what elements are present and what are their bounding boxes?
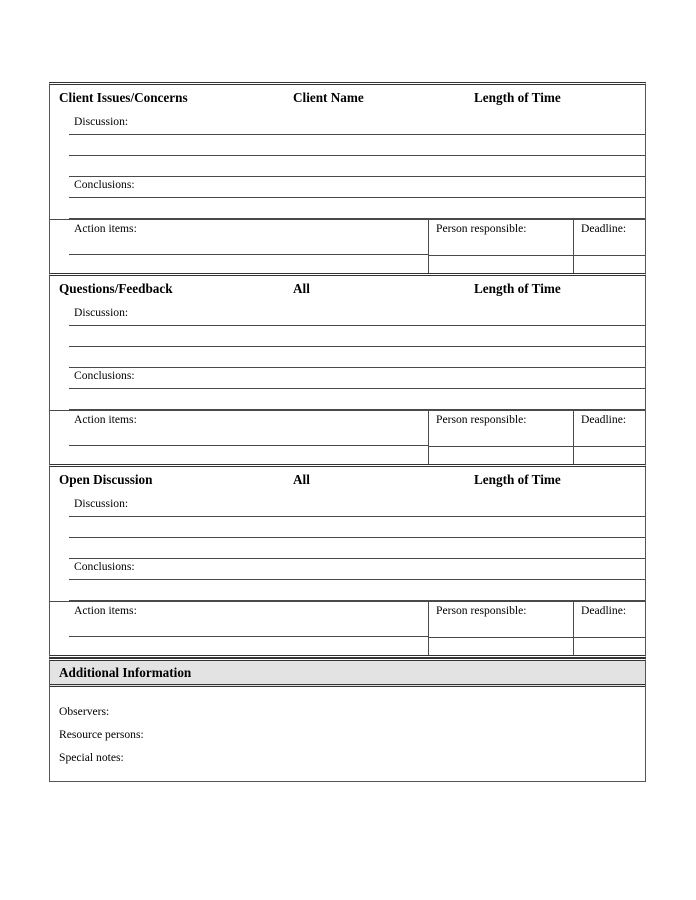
topic-block	[49, 276, 646, 467]
additional-information-section	[49, 658, 646, 782]
conclusions-rule	[69, 600, 645, 601]
action-items-cell[interactable]	[50, 602, 428, 637]
action-items-column	[50, 602, 429, 655]
action-items-cell[interactable]	[50, 411, 428, 446]
action-items-column	[50, 220, 429, 273]
special-notes-field[interactable]: Special notes:	[59, 751, 124, 764]
person-responsible-extra-cell[interactable]	[429, 637, 573, 655]
discussion-label: Discussion:	[74, 497, 129, 510]
action-items-rule	[69, 445, 428, 446]
block-header-row	[50, 276, 645, 305]
deadline-extra-cell[interactable]	[574, 637, 645, 655]
block-owner: All	[293, 281, 310, 296]
person-responsible-column	[429, 220, 574, 273]
topic-block	[49, 82, 646, 276]
block-header-row	[50, 467, 645, 496]
block-length: Length of Time	[474, 472, 561, 487]
action-items-extra-cell[interactable]	[50, 637, 428, 655]
person-responsible-label: Person responsible:	[436, 604, 527, 617]
conclusions-label-row	[50, 559, 645, 580]
deadline-column	[574, 411, 645, 464]
deadline-column	[574, 220, 645, 273]
person-responsible-cell[interactable]	[429, 602, 573, 637]
action-items-rule	[69, 254, 428, 255]
additional-information-title: Additional Information	[50, 661, 645, 687]
action-items-label: Action items:	[74, 604, 137, 617]
person-responsible-cell[interactable]	[429, 411, 573, 446]
meeting-minutes-form	[49, 82, 646, 782]
action-items-label: Action items:	[74, 222, 137, 235]
conclusions-label-row	[50, 177, 645, 198]
discussion-label-row	[50, 305, 645, 326]
discussion-label-row	[50, 114, 645, 135]
conclusions-write-line[interactable]	[50, 580, 645, 601]
discussion-write-line[interactable]	[50, 538, 645, 559]
person-responsible-cell[interactable]	[429, 220, 573, 255]
additional-information-body[interactable]	[50, 687, 645, 781]
deadline-cell[interactable]	[574, 602, 645, 637]
block-title: Questions/Feedback	[59, 281, 173, 296]
action-items-extra-cell[interactable]	[50, 446, 428, 464]
conclusions-label: Conclusions:	[74, 369, 135, 382]
action-items-rule	[69, 636, 428, 637]
block-header-row	[50, 85, 645, 114]
deadline-extra-cell[interactable]	[574, 446, 645, 464]
discussion-label: Discussion:	[74, 115, 129, 128]
person-responsible-extra-cell[interactable]	[429, 446, 573, 464]
discussion-label-row	[50, 496, 645, 517]
discussion-label: Discussion:	[74, 306, 129, 319]
discussion-write-line[interactable]	[50, 135, 645, 156]
conclusions-label: Conclusions:	[74, 560, 135, 573]
discussion-write-line[interactable]	[50, 347, 645, 368]
deadline-label: Deadline:	[581, 222, 627, 235]
person-responsible-column	[429, 411, 574, 464]
topic-block	[49, 467, 646, 658]
discussion-write-line[interactable]	[50, 156, 645, 177]
observers-field[interactable]: Observers:	[59, 705, 110, 718]
action-items-grid	[50, 219, 645, 273]
action-items-cell[interactable]	[50, 220, 428, 255]
block-length: Length of Time	[474, 281, 561, 296]
conclusions-label-row	[50, 368, 645, 389]
conclusions-label: Conclusions:	[74, 178, 135, 191]
block-length: Length of Time	[474, 90, 561, 105]
block-title: Open Discussion	[59, 472, 153, 487]
person-responsible-column	[429, 602, 574, 655]
action-items-label: Action items:	[74, 413, 137, 426]
action-items-grid	[50, 601, 645, 655]
block-title: Client Issues/Concerns	[59, 90, 188, 105]
conclusions-write-line[interactable]	[50, 389, 645, 410]
action-items-column	[50, 411, 429, 464]
resource-persons-field[interactable]: Resource persons:	[59, 728, 144, 741]
conclusions-write-line[interactable]	[50, 198, 645, 219]
person-responsible-label: Person responsible:	[436, 413, 527, 426]
action-items-grid	[50, 410, 645, 464]
person-responsible-label: Person responsible:	[436, 222, 527, 235]
deadline-cell[interactable]	[574, 411, 645, 446]
discussion-write-line[interactable]	[50, 517, 645, 538]
conclusions-rule	[69, 409, 645, 410]
deadline-extra-cell[interactable]	[574, 255, 645, 273]
conclusions-rule	[69, 218, 645, 219]
deadline-cell[interactable]	[574, 220, 645, 255]
block-owner: Client Name	[293, 90, 364, 105]
discussion-write-line[interactable]	[50, 326, 645, 347]
deadline-label: Deadline:	[581, 604, 627, 617]
deadline-label: Deadline:	[581, 413, 627, 426]
deadline-column	[574, 602, 645, 655]
block-owner: All	[293, 472, 310, 487]
action-items-extra-cell[interactable]	[50, 255, 428, 273]
person-responsible-extra-cell[interactable]	[429, 255, 573, 273]
